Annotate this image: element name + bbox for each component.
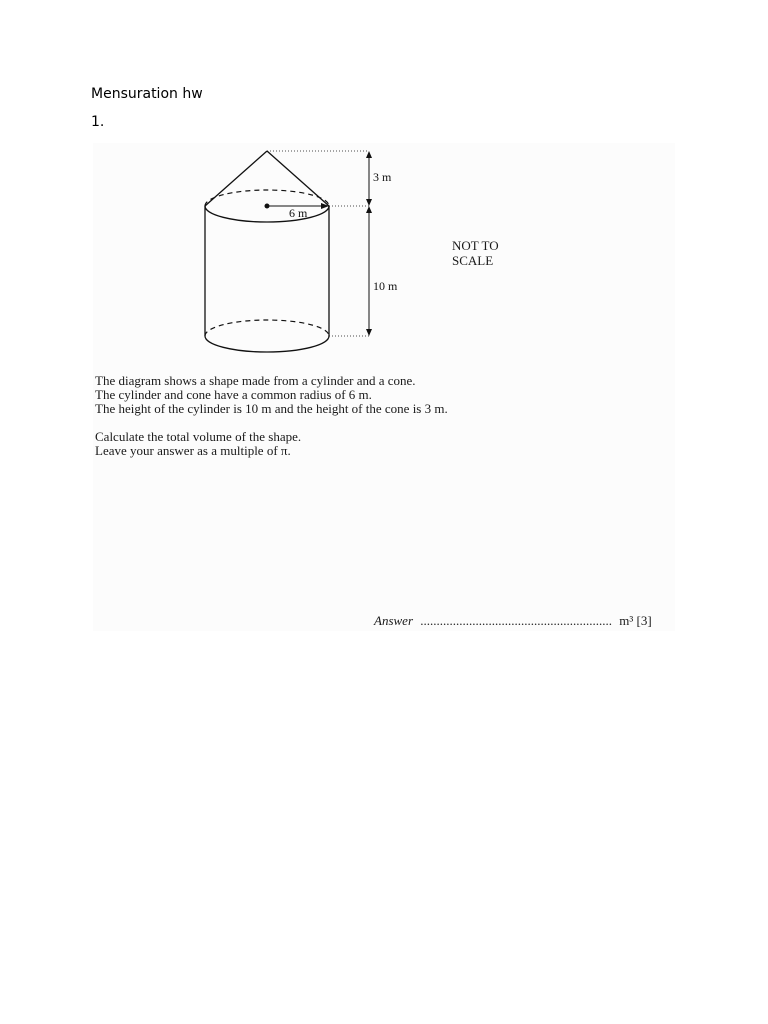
question-line-1: The diagram shows a shape made from a cylinder and a cone. [95, 373, 416, 388]
bottom-ellipse-back [205, 320, 329, 336]
question-number: 1. [91, 114, 105, 130]
cylinder-height-arrow-bottom [366, 329, 372, 336]
not-to-scale-line-2: SCALE [452, 253, 494, 268]
cone-height-arrow-top [366, 151, 372, 158]
question-line-3: The height of the cylinder is 10 m and the height of the cone is 3 m. [95, 401, 448, 416]
cylinder-height-label: 10 m [373, 279, 398, 293]
instruction-line-1: Calculate the total volume of the shape. [95, 429, 302, 444]
cylinder-cone-diagram [93, 143, 675, 353]
cylinder-height-arrow-top [366, 206, 372, 213]
answer-unit: m³ [619, 613, 634, 628]
document-title: Mensuration hw [91, 86, 203, 102]
not-to-scale-line-1: NOT TO [452, 238, 499, 253]
marks: [3] [636, 613, 652, 628]
question-line-2: The cylinder and cone have a common radius of 6 m. [95, 387, 372, 402]
bottom-ellipse-front [205, 336, 329, 352]
instruction-line-2: Leave your answer as a multiple of π. [95, 443, 291, 458]
question-scan [93, 143, 675, 631]
cone-height-label: 3 m [373, 170, 392, 184]
not-to-scale-note [452, 238, 499, 268]
radius-label: 6 m [289, 206, 308, 220]
answer-label: Answer [374, 613, 413, 628]
cone-height-arrow-bottom [366, 199, 372, 206]
answer-row [374, 613, 652, 629]
answer-line[interactable]: ........................................................... [420, 613, 612, 628]
